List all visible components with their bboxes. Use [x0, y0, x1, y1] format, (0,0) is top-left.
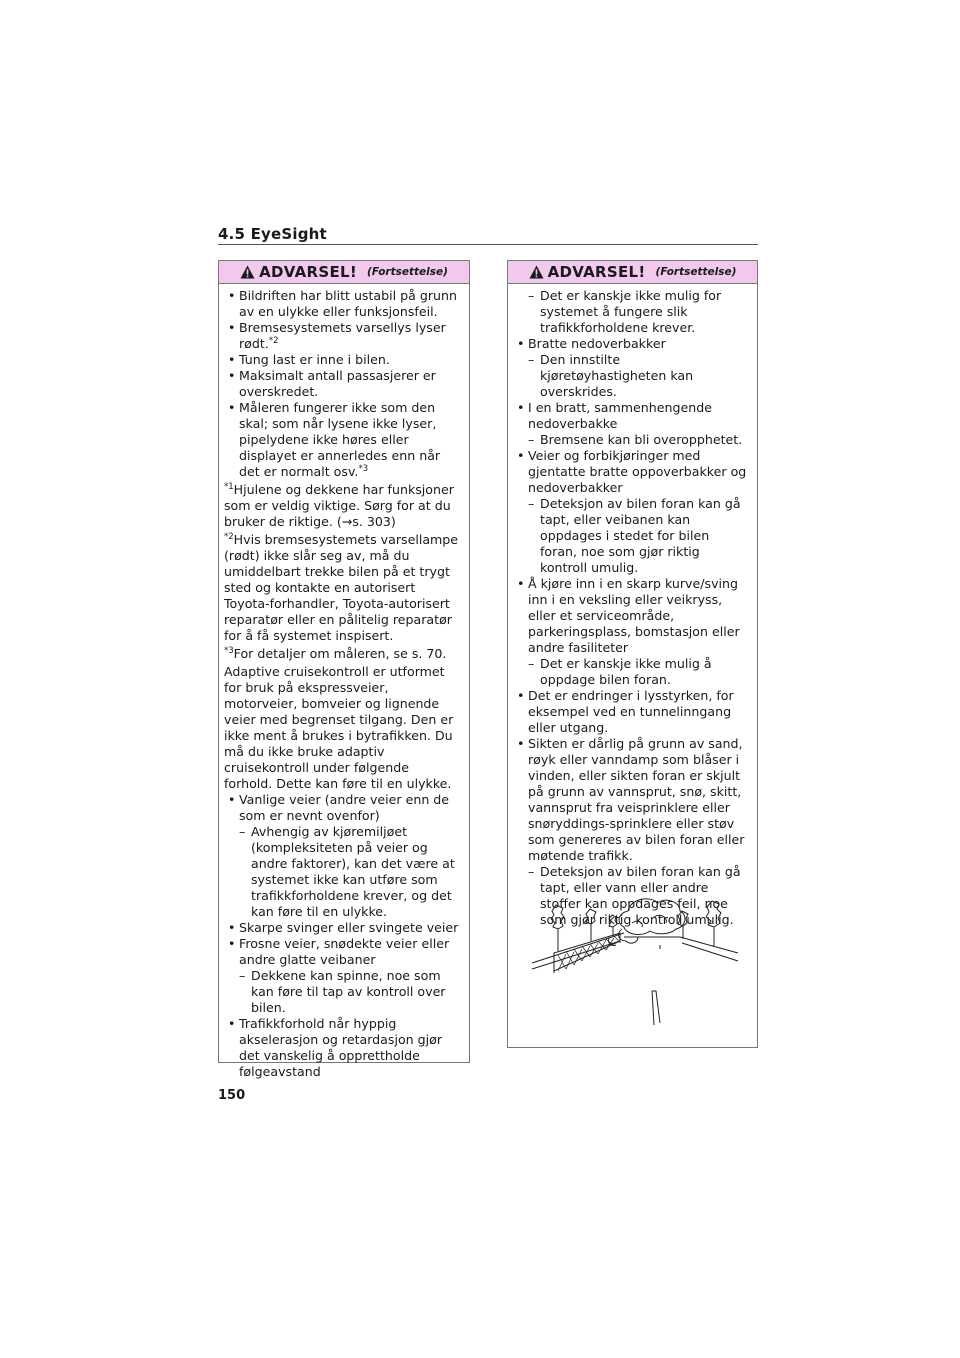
warning-triangle-icon: [529, 265, 544, 279]
list-item: [224, 400, 461, 480]
paragraph: Adaptive cruisekontroll er utformet for bruk på ekspressveier, motorveier, bomveier og lignende veier med begrenset tilgang. Den er ikke ment å brukes i bytrafikken. Du må du ikke bruke adaptiv cruisekontroll under følgende forhold. Dette kan føre til en ulykke.: [224, 664, 454, 791]
sub-list-item: – Den innstilte kjøretøyhastigheten kan overskrides.: [513, 352, 749, 400]
sub-list-item: – Det er kanskje ikke mulig å oppdage bilen foran.: [513, 656, 749, 688]
sub-list-item: – Bremsene kan bli overopphetet.: [513, 432, 749, 448]
page-number: 150: [218, 1088, 246, 1103]
list-item: • Sikten er dårlig på grunn av sand, røyk eller vanndamp som blåser i vinden, eller sikten foran er skjult på grunn av vannsprut, snø, skitt, vannsprut fra veisprinklere eller snøryddings-sprinklere eller støv som genereres av bilen foran eller møtende trafikk.: [513, 736, 749, 864]
warning-header: [219, 261, 469, 284]
sub-list-item: – Avhengig av kjøremiljøet (kompleksiteten på veier og andre faktorer), kan det være at systemet ikke kan utføre som trafikkforholdene krever, og det kan føre til en ulykke.: [224, 824, 461, 920]
list-item: • Bratte nedoverbakker: [513, 336, 749, 352]
section-title: 4.5 EyeSight: [218, 225, 327, 243]
list-item: • Bildriften har blitt ustabil på grunn av en ulykke eller funksjonsfeil.: [224, 288, 461, 320]
warning-header: [508, 261, 757, 284]
footnote-ref: *3: [358, 464, 369, 474]
footnote-mark: *2: [224, 532, 234, 542]
warning-triangle-icon: [240, 265, 255, 279]
list-item: • Trafikkforhold når hyppig akselerasjon og retardasjon gjør det vanskelig å opprettholde følgeavstand: [224, 1016, 461, 1080]
section-divider: [218, 244, 758, 245]
sub-list-item: – Deteksjon av bilen foran kan gå tapt, eller vann eller andre stoffer kan oppdages feil, noe som gjør riktig kontroll umulig.: [513, 864, 749, 928]
list-item: • I en bratt, sammenhengende nedoverbakke: [513, 400, 749, 432]
sub-list-item: – Det er kanskje ikke mulig for systemet å fungere slik trafikkforholdene krever.: [513, 288, 749, 336]
warning-title: ADVARSEL!: [259, 263, 358, 281]
warning-box-right: [507, 260, 758, 1048]
list-item: • Tung last er inne i bilen.: [224, 352, 461, 368]
footnote-mark: *1: [224, 482, 234, 492]
footnote: [224, 646, 461, 662]
list-item: • Det er endringer i lysstyrken, for eksempel ved en tunnelinngang eller utgang.: [513, 688, 749, 736]
list-item: • Maksimalt antall passasjerer er overskredet.: [224, 368, 461, 400]
list-item: [224, 320, 461, 352]
warning-continued: (Fortsettelse): [367, 266, 448, 278]
road-spray-illustration: [530, 893, 740, 1029]
footnote-text: Hvis bremsesystemets varsellampe (rødt) ikke slår seg av, må du umiddelbart trekke bilen på et trygt sted og kontakte en autorisert Toyota-forhandler, Toyota-autorisert reparatør eller en pålitelig reparatør for å få systemet inspisert.: [224, 532, 459, 643]
footnote: [224, 482, 461, 530]
warning-continued: (Fortsettelse): [655, 266, 737, 278]
warning-box-left: [218, 260, 470, 1079]
warning-title: ADVARSEL!: [547, 263, 646, 281]
warning-body: [508, 284, 757, 928]
list-item-text: Bremsesystemets varsellys lyser rødt.: [239, 320, 446, 351]
list-item-text: Måleren fungerer ikke som den skal; som når lysene ikke lyser, pipelydene ikke høres eller displayet er annerledes enn når det er normalt osv.: [239, 400, 441, 479]
list-item: • Vanlige veier (andre veier enn de som er nevnt ovenfor): [224, 792, 461, 824]
footnote-mark: *3: [224, 646, 234, 656]
list-item: • Veier og forbikjøringer med gjentatte bratte oppoverbakker og nedoverbakker: [513, 448, 749, 496]
footnote: [224, 532, 461, 644]
list-item: • Skarpe svinger eller svingete veier: [224, 920, 461, 936]
sub-list-item: – Dekkene kan spinne, noe som kan føre til tap av kontroll over bilen.: [224, 968, 461, 1016]
warning-body: [219, 284, 469, 1080]
footnote-ref: *2: [268, 336, 279, 346]
footnote-text: For detaljer om måleren, se s. 70.: [233, 646, 447, 661]
list-item: • Å kjøre inn i en skarp kurve/sving inn i en veksling eller veikryss, eller et serviceområde, parkeringsplass, bomstasjon eller andre fasiliteter: [513, 576, 749, 656]
footnote-text: Hjulene og dekkene har funksjoner som er veldig viktige. Sørg for at du bruker de riktige. (→s. 303): [224, 482, 454, 529]
list-item: • Frosne veier, snødekte veier eller andre glatte veibaner: [224, 936, 461, 968]
sub-list-item: – Deteksjon av bilen foran kan gå tapt, eller veibanen kan oppdages i stedet for bilen foran, noe som gjør riktig kontroll umulig.: [513, 496, 749, 576]
